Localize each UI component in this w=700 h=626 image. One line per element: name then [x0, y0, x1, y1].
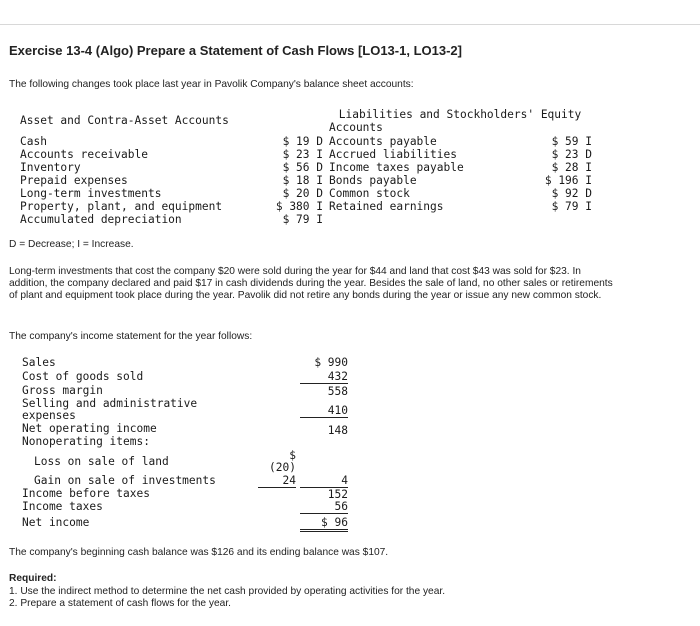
income-value: 410 [300, 404, 348, 418]
asset-amount: $ 56 D [282, 161, 323, 174]
income-intro: The company's income statement for the year follows: [9, 331, 253, 342]
income-value: $ [289, 449, 296, 462]
asset-amount: $ 23 I [282, 148, 323, 161]
income-label: Cost of goods sold [22, 370, 144, 383]
asset-amount: $ 79 I [282, 213, 323, 226]
asset-name: Accumulated depreciation [20, 213, 182, 226]
income-label: expenses [22, 409, 76, 422]
income-value: 24 [258, 474, 296, 488]
required-item: 2. Prepare a statement of cash flows for the year. [9, 598, 231, 609]
liability-amount: $ 92 D [551, 187, 592, 200]
asset-amounts [255, 135, 323, 226]
liability-amount: $ 23 D [551, 148, 592, 161]
transactions-paragraph: Long-term investments that cost the company $20 were sold during the year for $44 and land that cost $43 was sold for $23. In addition, the company declared and paid $17 in cash dividends during the year. Besides the sale of land, no other sales or retirements of plant and equipment took place during the year. Pavolik did not retire any bonds during the year or issue any new common stock. [9, 266, 613, 302]
income-value: 558 [327, 385, 348, 398]
intro-text: The following changes took place last year in Pavolik Company's balance sheet accounts: [9, 79, 414, 90]
liability-name: Retained earnings [329, 200, 444, 213]
asset-name: Long-term investments [20, 187, 162, 200]
income-label: Gross margin [22, 384, 103, 397]
asset-row [20, 135, 222, 226]
income-label: Loss on sale of land [34, 455, 169, 468]
asset-name: Cash [20, 135, 47, 148]
required-label: Required: [9, 573, 57, 584]
asset-amount: $ 380 I [275, 200, 323, 213]
asset-name: Property, plant, and equipment [20, 200, 223, 213]
liability-amount: $ 59 I [551, 135, 592, 148]
liability-name: Bonds payable [329, 174, 417, 187]
exercise-title: Exercise 13-4 (Algo) Prepare a Statement of Cash Flows [LO13-1, LO13-2] [9, 43, 462, 58]
income-value: 4 [300, 474, 348, 488]
income-label: Net operating income [22, 422, 157, 435]
income-value: 152 [327, 488, 348, 501]
income-label: Selling and administrative [22, 397, 198, 410]
asset-amount: $ 19 D [282, 135, 323, 148]
liabilities-header-accounts: Accounts [329, 121, 383, 134]
liability-name: Income taxes payable [329, 161, 464, 174]
income-label: Income before taxes [22, 487, 150, 500]
income-value: (20) [269, 461, 296, 474]
asset-name: Inventory [20, 161, 81, 174]
income-label: Sales [22, 356, 56, 369]
income-value: 56 [300, 500, 348, 514]
legend-text: D = Decrease; I = Increase. [9, 239, 134, 250]
liability-amount: $ 196 I [544, 174, 592, 187]
income-label: Income taxes [22, 500, 103, 513]
liability-amount: $ 79 I [551, 200, 592, 213]
assets-header: Asset and Contra-Asset Accounts [20, 114, 229, 127]
liability-amount: $ 28 I [551, 161, 592, 174]
income-label: Gain on sale of investments [34, 474, 216, 487]
liability-name: Common stock [329, 187, 410, 200]
income-value: $ 96 [300, 516, 348, 532]
asset-name: Accounts receivable [20, 148, 148, 161]
required-item: 1. Use the indirect method to determine the net cash provided by operating activities for the year. [9, 586, 446, 597]
income-value: 148 [327, 424, 348, 437]
liability-name: Accrued liabilities [329, 148, 457, 161]
liabilities-header: Liabilities and Stockholders' Equity [338, 108, 582, 121]
cash-balance-note: The company's beginning cash balance was $126 and its ending balance was $107. [9, 547, 389, 558]
income-label: Net income [22, 516, 90, 529]
asset-amount: $ 18 I [282, 174, 323, 187]
asset-amount: $ 20 D [282, 187, 323, 200]
liability-name: Accounts payable [329, 135, 437, 148]
liability-amounts [526, 135, 592, 213]
asset-name: Prepaid expenses [20, 174, 128, 187]
liability-names [329, 135, 464, 213]
top-divider [0, 24, 700, 25]
income-value: $ 990 [314, 356, 348, 369]
income-value: 432 [300, 370, 348, 384]
income-label: Nonoperating items: [22, 435, 150, 448]
